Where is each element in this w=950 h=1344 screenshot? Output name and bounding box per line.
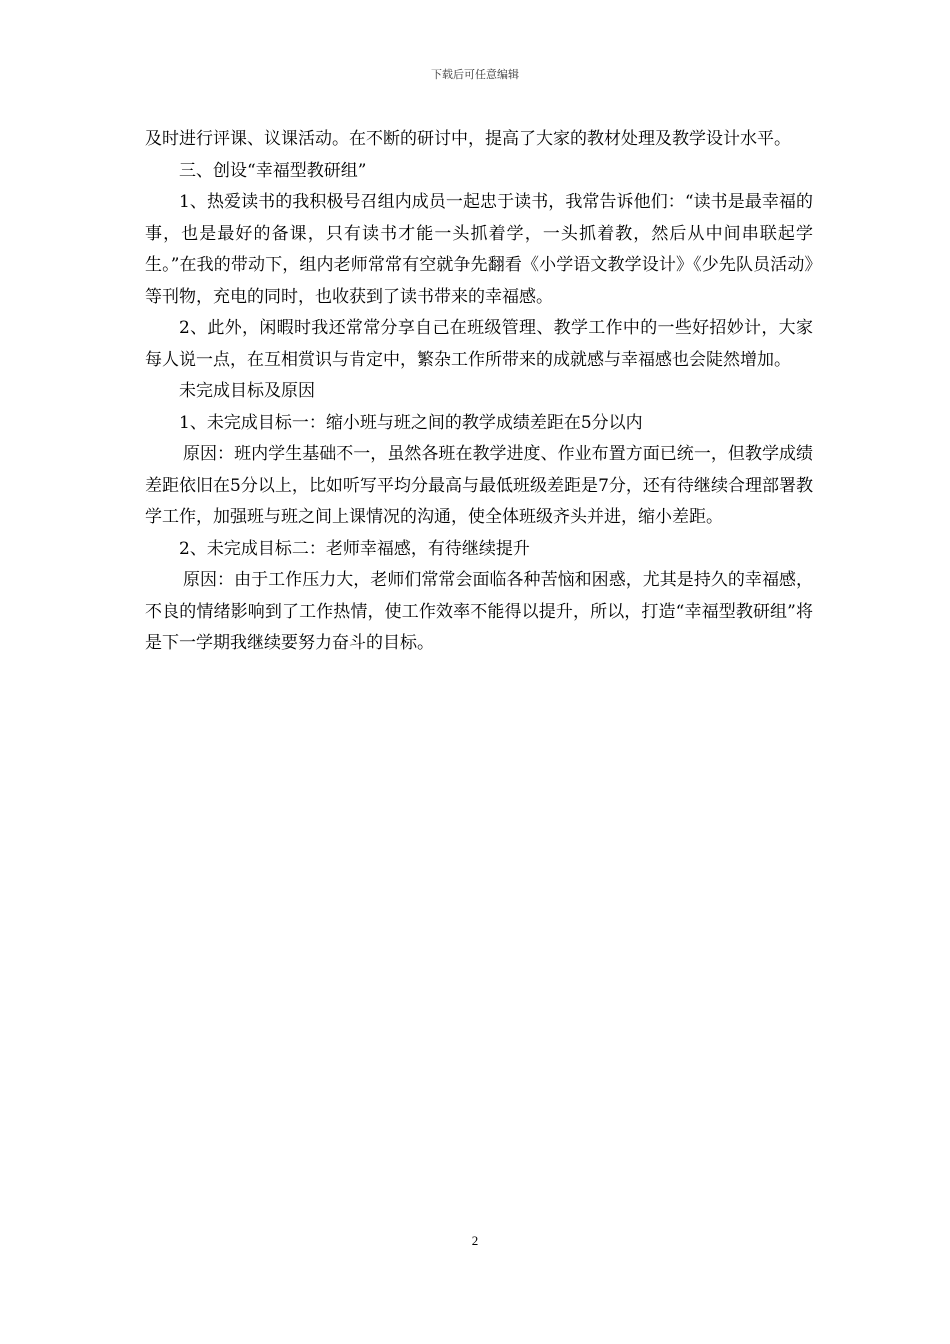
section-heading: 三、创设“幸福型教研组”: [179, 160, 367, 181]
subsection-heading: 未完成目标及原因: [179, 381, 315, 401]
goal-one: 1、未完成目标一：缩小班与班之间的教学成绩差距在5分以内: [179, 412, 643, 433]
paragraph-continuation: 及时进行评课、议课活动。在不断的研讨中，提高了大家的教材处理及教学设计水平。: [145, 129, 791, 149]
paragraph-reading: 1、热爱读书的我积极号召组内成员一起忠于读书，我常告诉他们：“读书是最幸福的事，也是最好的备课，只有读书才能一头抓着学，一头抓着教，然后从中间串联起学生。”在我的带动下，组内老师常常有空就争先翻看《小学语文教学设计》《少先队员活动》等刊物，充电的同时，也收获到了读书带来的幸福感。: [145, 192, 813, 307]
paragraph-sharing: 2、此外，闲暇时我还常常分享自己在班级管理、教学工作中的一些好招妙计，大家每人说一点，在互相赏识与肯定中，繁杂工作所带来的成就感与幸福感也会陡然增加。: [145, 318, 813, 370]
page-header: 下载后可任意编辑: [431, 68, 519, 81]
reason-two: 原因：由于工作压力大，老师们常常会面临各种苦恼和困惑，尤其是持久的幸福感，不良的情绪影响到了工作热情，使工作效率不能得以提升，所以，打造“幸福型教研组”将是下一学期我继续要努力奋斗的目标。: [145, 570, 813, 653]
document-body: [145, 124, 813, 660]
goal-two: 2、未完成目标二：老师幸福感，有待继续提升: [179, 538, 530, 559]
reason-one: 原因：班内学生基础不一，虽然各班在教学进度、作业布置方面已统一，但教学成绩差距依旧在5分以上，比如听写平均分最高与最低班级差距是7分，还有待继续合理部署教学工作，加强班与班之间上课情况的沟通，使全体班级齐头并进，缩小差距。: [145, 444, 813, 527]
page-number: 2: [471, 1233, 479, 1248]
